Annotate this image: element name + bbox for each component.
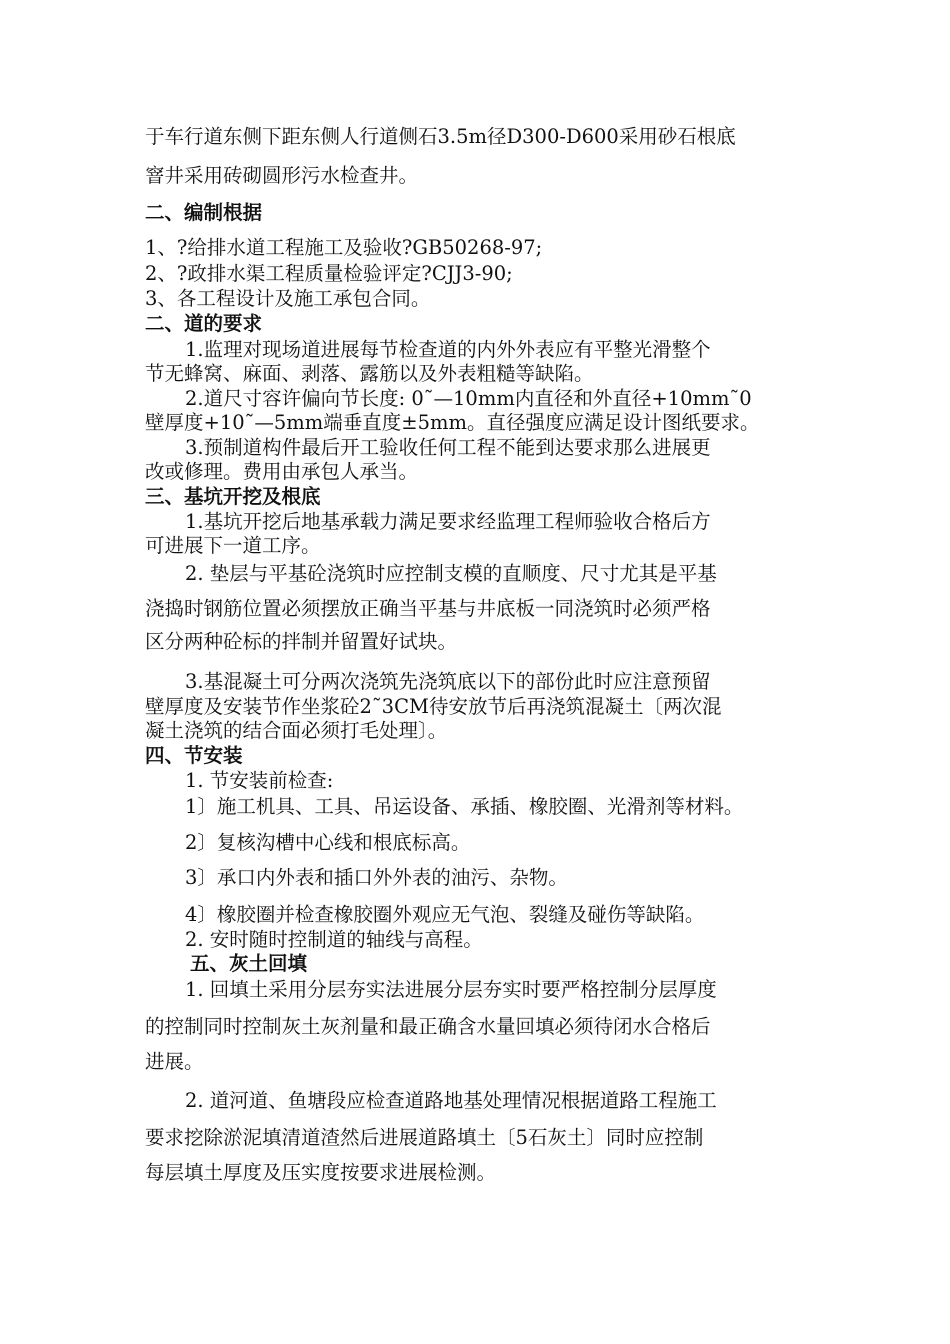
paragraph-line: 壁厚度+10˜—5mm端垂直度±5mm。直径强度应满足设计图纸要求。	[145, 411, 760, 434]
paragraph-line: 1. 节安装前检查:	[185, 769, 334, 792]
paragraph-line: 要求挖除淤泥填清道渣然后进展道路填土〔5石灰土〕同时应控制	[145, 1126, 704, 1149]
section-heading: 五、灰土回填	[190, 952, 308, 975]
paragraph-line: 3.预制道构件最后开工验收任何工程不能到达要求那么进展更	[185, 436, 711, 459]
paragraph-line: 1. 回填土采用分层夯实法进展分层夯实时要严格控制分层厚度	[185, 978, 717, 1001]
paragraph-line: 3.基混凝土可分两次浇筑先浇筑底以下的部份此时应注意预留	[185, 670, 711, 693]
paragraph-line: 可进展下一道工序。	[145, 534, 321, 557]
list-item: 1〕施工机具、工具、吊运设备、承插、橡胶圈、光滑剂等材料。	[185, 795, 744, 818]
section-heading: 四、节安装	[145, 744, 243, 767]
paragraph-line: 的控制同时控制灰土灰剂量和最正确含水量回填必须待闭水合格后	[145, 1015, 711, 1038]
section-heading: 二、道的要求	[145, 312, 263, 335]
paragraph-line: 浇捣时钢筋位置必须摆放正确当平基与井底板一同浇筑时必须严格	[145, 597, 711, 620]
paragraph-line: 凝土浇筑的结合面必须打毛处理〕。	[145, 719, 448, 742]
paragraph-line: 2.道尺寸容许偏向节长度: 0˜—10mm内直径和外直径+10mm˜0	[185, 387, 752, 410]
paragraph-line: 2. 安时随时控制道的轴线与高程。	[185, 928, 483, 951]
paragraph-line: 改或修理。费用由承包人承当。	[145, 460, 419, 483]
paragraph-line: 1.监理对现场道进展每节检查道的内外外表应有平整光滑整个	[185, 338, 711, 361]
list-item: 3〕承口内外表和插口外外表的油污、杂物。	[185, 866, 568, 889]
paragraph-line: 壁厚度及安装节作坐浆砼2˜3CM待安放节后再浇筑混凝土〔两次混	[145, 695, 722, 718]
list-item: 4〕橡胶圈并检查橡胶圈外观应无气泡、裂缝及碰伤等缺陷。	[185, 903, 705, 926]
paragraph-line: 窨井采用砖砌圆形污水检查井。	[145, 164, 419, 187]
paragraph-line: 进展。	[145, 1050, 204, 1073]
paragraph-line: 1.基坑开挖后地基承载力满足要求经监理工程师验收合格后方	[185, 510, 711, 533]
section-heading: 三、基坑开挖及根底	[145, 485, 321, 508]
paragraph-line: 每层填土厚度及压实度按要求进展检测。	[145, 1161, 497, 1184]
reference-item: 1、?给排水道工程施工及验收?GB50268-97;	[145, 236, 543, 259]
reference-item: 3、各工程设计及施工承包合同。	[145, 287, 431, 310]
paragraph-line: 于车行道东侧下距东侧人行道侧石3.5m径D300-D600采用砂石根底	[145, 125, 736, 148]
paragraph-line: 区分两种砼标的拌制并留置好试块。	[145, 630, 458, 653]
section-heading: 二、编制根据	[145, 201, 263, 224]
paragraph-line: 节无蜂窝、麻面、剥落、露筋以及外表粗糙等缺陷。	[145, 362, 594, 385]
reference-item: 2、?政排水渠工程质量检验评定?CJJ3-90;	[145, 262, 513, 285]
paragraph-line: 2. 道河道、鱼塘段应检查道路地基处理情况根据道路工程施工	[185, 1089, 717, 1112]
list-item: 2〕复核沟槽中心线和根底标高。	[185, 831, 471, 854]
paragraph-line: 2. 垫层与平基砼浇筑时应控制支模的直顺度、尺寸尤其是平基	[185, 562, 717, 585]
